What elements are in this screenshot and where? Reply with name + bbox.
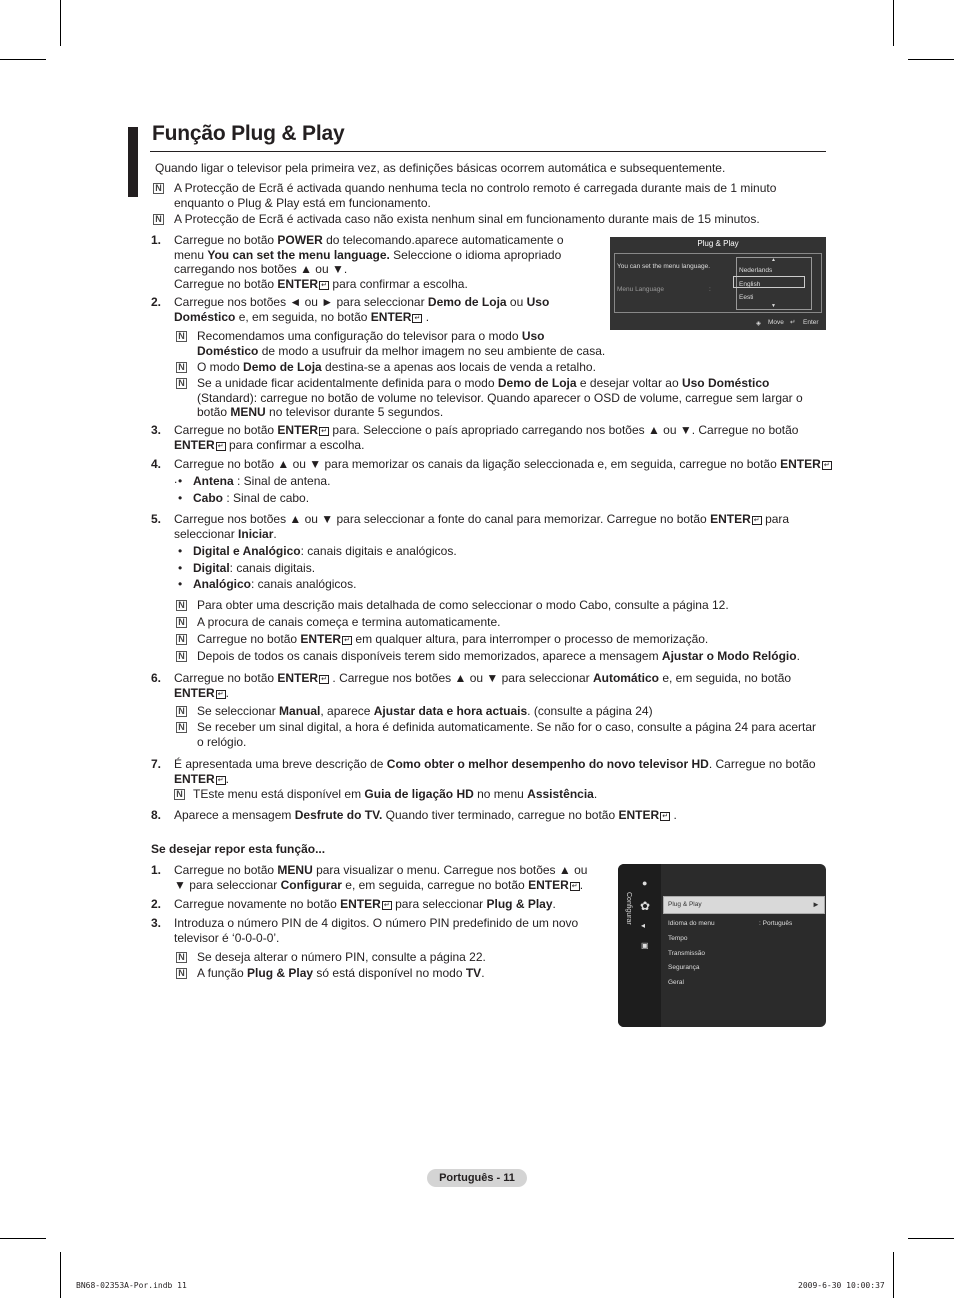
note-text: A Protecção de Ecrã é activada quando nenhuma tecla no controlo remoto é carregada durante mais de 1 minuto enquanto o Plug & Play está em funcionamento. xyxy=(174,181,777,210)
step-number: 1. xyxy=(151,863,162,877)
note-text: A procura de canais começa e termina automaticamente. xyxy=(197,615,501,629)
language-option[interactable]: Nederlands xyxy=(739,267,773,274)
step-text: Carregue no botão ▲ ou ▼ para memorizar os canais da ligação seleccionada e, em seguida, carregue no botão ENTER ↵. xyxy=(174,457,834,486)
note-text: TEste menu está disponível em Guia de ligação HD no menu Assistência. xyxy=(193,787,598,801)
note-text: A Protecção de Ecrã é activada caso não exista nenhum sinal em funcionamento durante mais de 15 minutos. xyxy=(174,212,760,226)
page-footer: Português - 11 xyxy=(427,1169,527,1187)
note-text: Se deseja alterar o número PIN, consulte a página 22. xyxy=(197,950,486,964)
menu-icon-column xyxy=(618,864,661,1027)
step-text: Carregue no botão ENTER ↵ para. Seleccione o país apropriado carregando nos botões ▲ ou ▼. Carregue no botão ENTER ↵ para confirmar a escolha. xyxy=(174,423,799,452)
step-text: Carregue no botão ENTER ↵ . Carregue nos botões ▲ ou ▼ para seleccionar Automático e, em seguida, no botão ENTER ↵ . xyxy=(174,671,792,700)
step-text: Carregue no botão MENU para visualizar o menu. Carregue nos botões ▲ ou ▼ para seleccionar Configurar e, em seguida, carregue no botão ENTER ↵ . xyxy=(174,863,588,892)
bullet: • xyxy=(178,474,183,488)
step-number: 8. xyxy=(151,808,162,822)
gear-icon[interactable]: ✿ xyxy=(640,899,651,913)
down-arrow-icon[interactable]: ▼ xyxy=(771,303,776,309)
note-text: Se receber um sinal digital, a hora é definida automaticamente. Se não for o caso, consulte a página 24 para acertar o relógio. xyxy=(197,720,817,749)
support-icon[interactable]: ▣ xyxy=(641,941,649,950)
language-option[interactable]: Eesti xyxy=(739,294,754,301)
step-text: Aparece a mensagem Desfrute do TV. Quando tiver terminado, carregue no botão ENTER ↵ . xyxy=(174,808,677,822)
selection-highlight xyxy=(733,276,805,288)
print-slug-date: 2009-6-30 10:00:37 xyxy=(798,1281,885,1290)
move-icon: ◈ xyxy=(756,320,761,327)
osd-field-label: Menu Language xyxy=(617,286,664,293)
input-icon[interactable]: ◂ xyxy=(641,921,646,930)
note-text: Se a unidade ficar acidentalmente definida para o modo Demo de Loja e desejar voltar ao Uso Doméstico (Standard): carregue no botão de volume no televisor. Quando aparecer o OSD de volume, carregue sem largar o botão MENU no televisor durante 5 segundos. xyxy=(197,376,803,419)
crop-mark xyxy=(893,0,894,46)
menu-item-geral[interactable]: Geral xyxy=(668,979,684,986)
note-text: O modo Demo de Loja destina-se a apenas aos locais de venda a retalho. xyxy=(197,360,596,374)
step-text: Carregue nos botões ▲ ou ▼ para seleccionar a fonte do canal para memorizar. Carregue no botão ENTER ↵ para seleccionar Iniciar. xyxy=(174,512,790,541)
crop-mark xyxy=(0,1238,46,1239)
menu-item-tempo[interactable]: Tempo xyxy=(668,935,688,942)
note-icon: N xyxy=(176,600,187,611)
note-icon: N xyxy=(176,968,187,979)
crop-mark xyxy=(908,59,954,60)
title-rule xyxy=(150,151,826,152)
step-number: 3. xyxy=(151,916,162,930)
osd-move-label: Move xyxy=(768,319,784,326)
note-text: Se seleccionar Manual, aparece Ajustar data e hora actuais. (consulte a página 24) xyxy=(197,704,653,718)
note-text: Para obter uma descrição mais detalhada de como seleccionar o modo Cabo, consulte a página 12. xyxy=(197,598,729,612)
note-text: Depois de todos os canais disponíveis terem sido memorizados, aparece a mensagem Ajustar o Modo Relógio. xyxy=(197,649,800,663)
note-icon: N xyxy=(176,722,187,733)
step-number: 4. xyxy=(151,457,162,471)
crop-mark xyxy=(908,1238,954,1239)
crop-mark xyxy=(893,1252,894,1298)
right-arrow-icon: ► xyxy=(812,900,820,909)
note-icon: N xyxy=(153,214,164,225)
step-number: 2. xyxy=(151,897,162,911)
osd-enter-label: Enter xyxy=(803,319,819,326)
language-option-selected[interactable]: English xyxy=(739,281,761,288)
osd-colon: : xyxy=(709,286,711,293)
note-icon: N xyxy=(176,952,187,963)
note-icon: N xyxy=(176,651,187,662)
note-icon: N xyxy=(174,789,185,800)
title-bar-decoration xyxy=(128,127,138,197)
step-text: Introduza o número PIN de 4 digitos. O número PIN predefinido de um novo televisor é ‘0-0-0-0’. xyxy=(174,916,579,945)
crop-mark xyxy=(60,1252,61,1298)
osd-prompt: You can set the menu language. xyxy=(617,263,710,270)
side-label: Configurar xyxy=(625,892,632,925)
plug-play-osd-screen xyxy=(610,237,826,330)
bullet-text: Digital e Analógico: canais digitais e analógicos. xyxy=(193,544,457,558)
bullet: • xyxy=(178,561,183,575)
osd-title: Plug & Play xyxy=(697,239,739,248)
picture-icon[interactable]: ● xyxy=(642,878,648,888)
step-text: Carregue no botão POWER do telecomando.aparece automaticamente o menu You can set the menu language. Seleccione o idioma apropriado carregando nos botões ▲ ou ▼. Carregue no botão ENTER ↵ para confirmar a escolha. xyxy=(174,233,564,291)
bullet: • xyxy=(178,544,183,558)
step-number: 6. xyxy=(151,671,162,685)
bullet: • xyxy=(178,491,183,505)
step-number: 1. xyxy=(151,233,162,247)
reset-heading: Se desejar repor esta função... xyxy=(151,842,326,856)
setup-menu-osd-screen xyxy=(618,864,826,1027)
idioma-value: : Português xyxy=(759,920,793,927)
step-text: Carregue nos botões ◄ ou ► para seleccionar Demo de Loja ou Uso Doméstico e, em seguida, no botão ENTER ↵ . xyxy=(174,295,550,324)
step-number: 3. xyxy=(151,423,162,437)
note-icon: N xyxy=(176,706,187,717)
step-text: Carregue novamente no botão ENTER ↵ para seleccionar Plug & Play. xyxy=(174,897,556,911)
crop-mark xyxy=(0,59,46,60)
crop-mark xyxy=(60,0,61,46)
note-icon: N xyxy=(153,183,164,194)
menu-item-plug-play[interactable]: Plug & Play xyxy=(668,901,702,908)
menu-item-idioma[interactable]: Idioma do menu xyxy=(668,920,715,927)
intro-text: Quando ligar o televisor pela primeira vez, as definições básicas ocorrem automática e subsequentemente. xyxy=(155,161,726,175)
page-title: Função Plug & Play xyxy=(152,122,345,145)
note-icon: N xyxy=(176,362,187,373)
step-number: 7. xyxy=(151,757,162,771)
step-text: É apresentada uma breve descrição de Como obter o melhor desempenho do novo televisor HD. Carregue no botão ENTER ↵ . xyxy=(174,757,816,786)
bullet-text: Cabo : Sinal de cabo. xyxy=(193,491,310,505)
bullet-text: Antena : Sinal de antena. xyxy=(193,474,331,488)
enter-icon: ↵ xyxy=(790,319,796,326)
note-icon: N xyxy=(176,378,187,389)
bullet-text: Analógico: canais analógicos. xyxy=(193,577,357,591)
bullet-text: Digital: canais digitais. xyxy=(193,561,316,575)
print-slug-file: BN68-02353A-Por.indb 11 xyxy=(76,1281,187,1290)
note-text: Recomendamos uma configuração do televisor para o modo Uso Doméstico de modo a usufruir da melhor imagem no seu ambiente de casa. xyxy=(197,329,606,358)
step-number: 5. xyxy=(151,512,162,526)
up-arrow-icon[interactable]: ▲ xyxy=(771,257,776,263)
note-text: A função Plug & Play só está disponível no modo TV. xyxy=(197,966,485,980)
note-icon: N xyxy=(176,634,187,645)
menu-item-seguranca[interactable]: Segurança xyxy=(668,964,700,971)
note-icon: N xyxy=(176,617,187,628)
note-text: Carregue no botão ENTER ↵ em qualquer altura, para interromper o processo de memorização. xyxy=(197,632,709,646)
note-icon: N xyxy=(176,331,187,342)
bullet: • xyxy=(178,577,183,591)
menu-item-transmissao[interactable]: Transmissão xyxy=(668,950,705,957)
step-number: 2. xyxy=(151,295,162,309)
